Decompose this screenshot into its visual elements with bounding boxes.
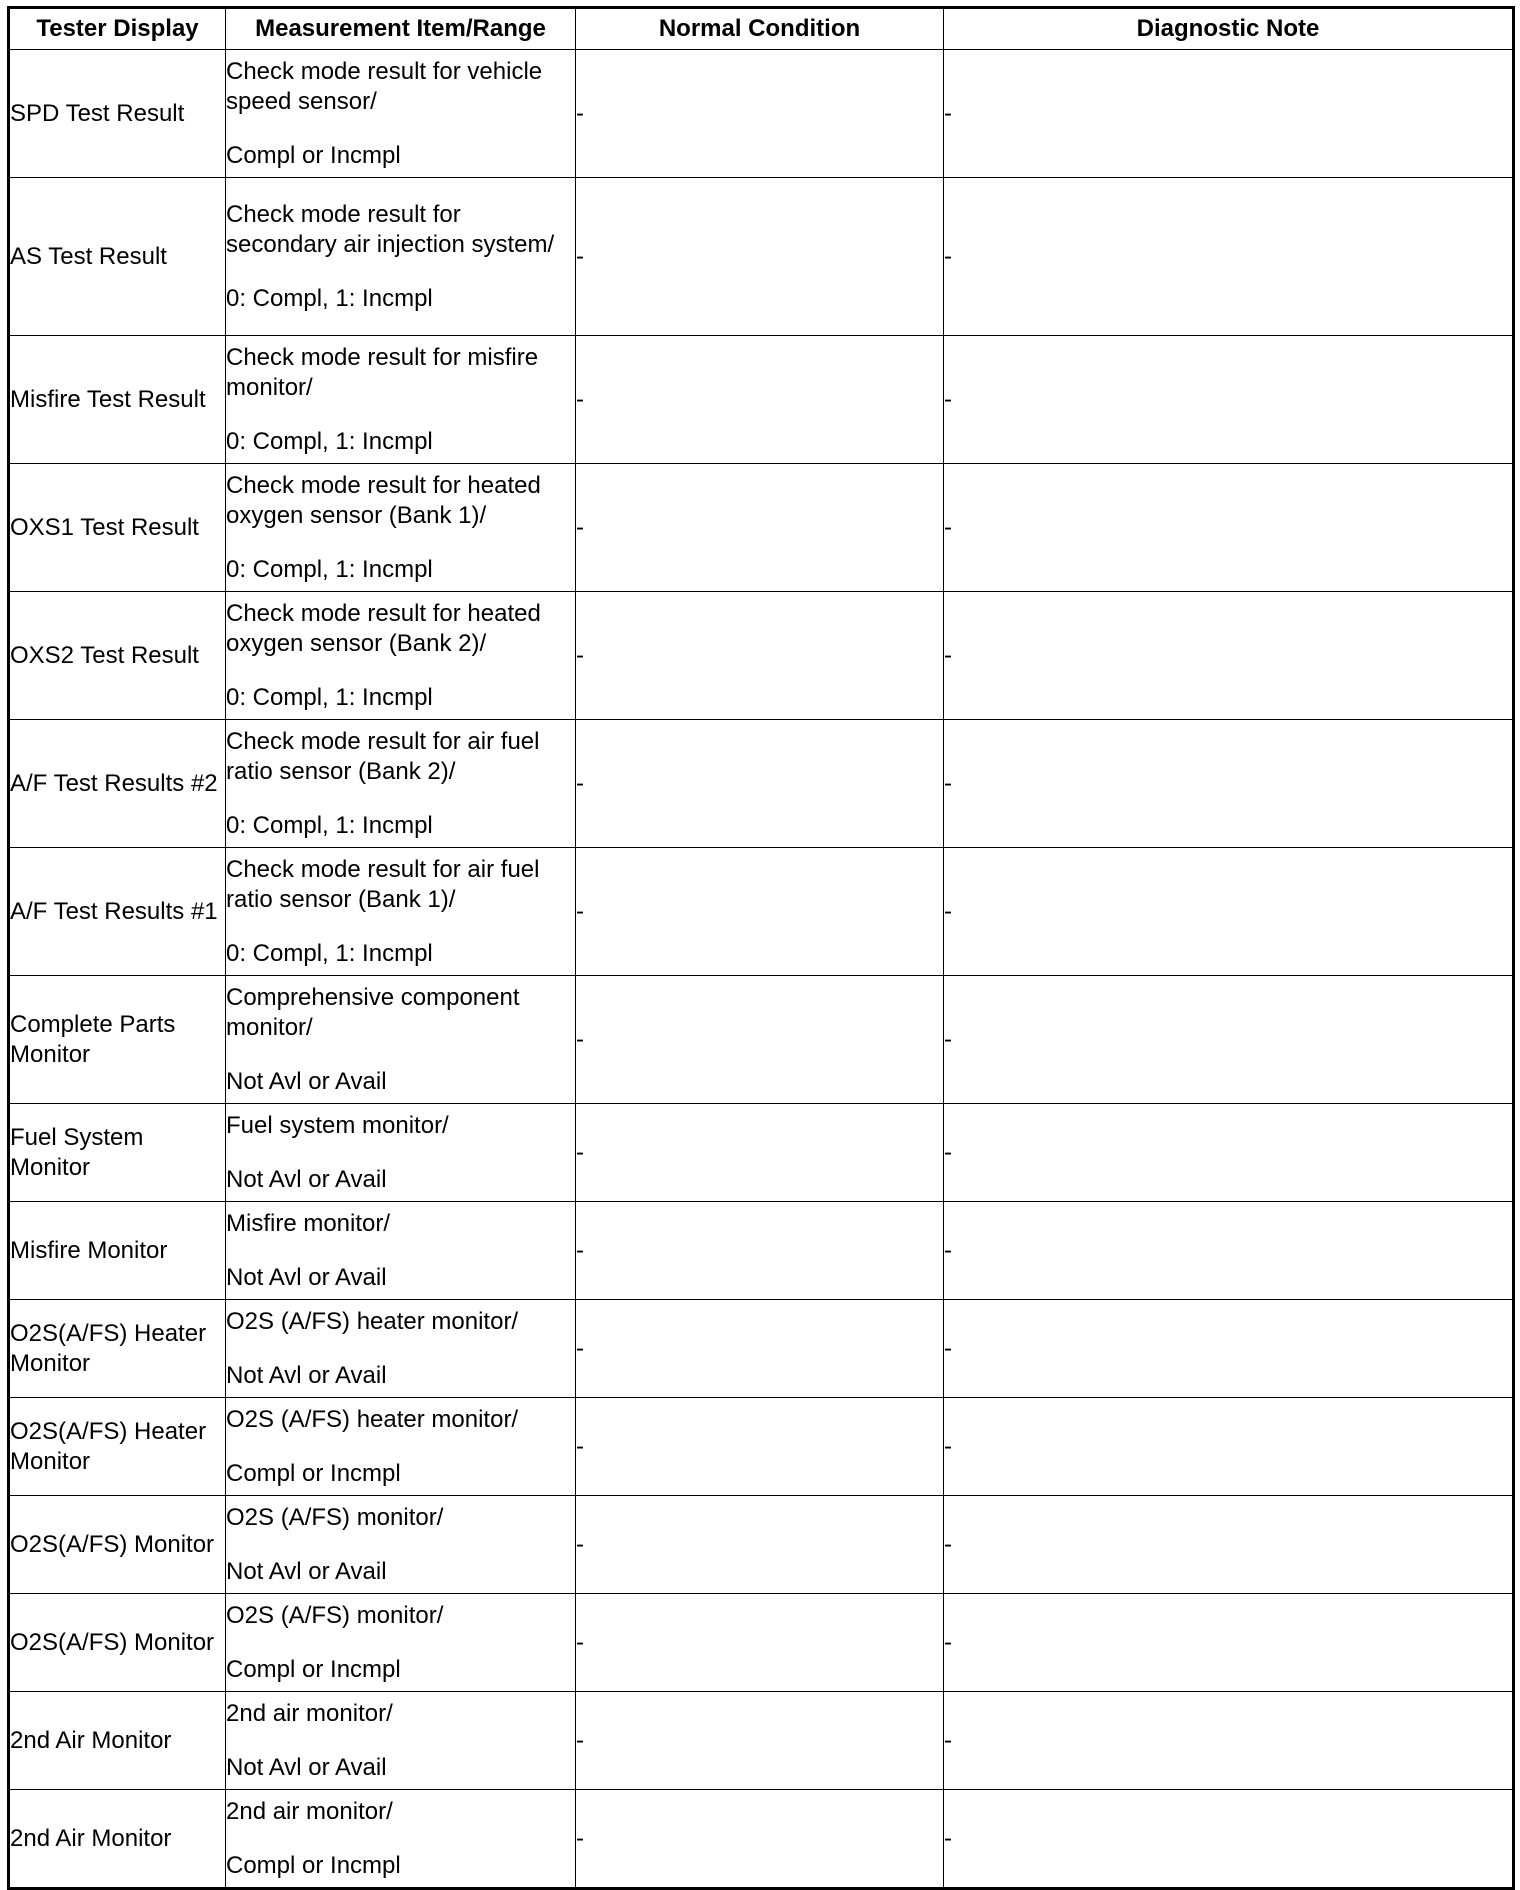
- item-range: Not Avl or Avail: [226, 1067, 387, 1095]
- tester-display-cell: Misfire Test Result: [9, 336, 226, 464]
- table-row: [9, 50, 1514, 178]
- tester-display-cell: OXS2 Test Result: [9, 592, 226, 720]
- item-range: 0: Compl, 1: Incmpl: [226, 284, 433, 312]
- header-measurement-item: Measurement Item/Range: [226, 8, 576, 50]
- diagnostic-note-cell: -: [944, 592, 1514, 720]
- item-range: Compl or Incmpl: [226, 1655, 401, 1683]
- diagnostic-note-cell: -: [944, 50, 1514, 178]
- diagnostic-note-cell: -: [944, 1594, 1514, 1692]
- item-description: Check mode result for vehicle speed sensor/: [226, 57, 543, 115]
- measurement-item-cell: [226, 336, 576, 464]
- header-tester-display: Tester Display: [9, 8, 226, 50]
- item-range: Not Avl or Avail: [226, 1753, 387, 1781]
- normal-condition-cell: -: [576, 1496, 944, 1594]
- item-description: O2S (A/FS) heater monitor/: [226, 1307, 519, 1335]
- table-row: [9, 1300, 1514, 1398]
- item-description: Comprehensive component monitor/: [226, 983, 520, 1041]
- item-description: O2S (A/FS) heater monitor/: [226, 1405, 519, 1433]
- item-description: 2nd air monitor/: [226, 1699, 393, 1727]
- measurement-item-cell: [226, 1202, 576, 1300]
- item-range: Compl or Incmpl: [226, 1459, 401, 1487]
- item-range: 0: Compl, 1: Incmpl: [226, 555, 433, 583]
- measurement-item-cell: [226, 464, 576, 592]
- item-range: 0: Compl, 1: Incmpl: [226, 811, 433, 839]
- item-description: Check mode result for misfire monitor/: [226, 343, 539, 401]
- diagnostic-note-cell: -: [944, 1692, 1514, 1790]
- item-range: Not Avl or Avail: [226, 1165, 387, 1193]
- table-row: [9, 592, 1514, 720]
- diagnostic-note-cell: -: [944, 336, 1514, 464]
- header-normal-condition: Normal Condition: [576, 8, 944, 50]
- normal-condition-cell: -: [576, 178, 944, 336]
- tester-display-cell: 2nd Air Monitor: [9, 1790, 226, 1889]
- table-row: [9, 1398, 1514, 1496]
- table-row: [9, 720, 1514, 848]
- measurement-item-cell: [226, 976, 576, 1104]
- diagnostic-note-cell: -: [944, 848, 1514, 976]
- measurement-item-cell: [226, 50, 576, 178]
- item-range: 0: Compl, 1: Incmpl: [226, 683, 433, 711]
- measurement-item-cell: [226, 848, 576, 976]
- item-range: Compl or Incmpl: [226, 141, 401, 169]
- normal-condition-cell: -: [576, 1202, 944, 1300]
- item-description: Check mode result for air fuel ratio sensor (Bank 2)/: [226, 727, 540, 785]
- table-row: [9, 464, 1514, 592]
- diagnostic-note-cell: -: [944, 1398, 1514, 1496]
- measurement-item-cell: [226, 1790, 576, 1889]
- tester-display-cell: A/F Test Results #2: [9, 720, 226, 848]
- measurement-item-cell: [226, 1398, 576, 1496]
- diagnostic-note-cell: -: [944, 1496, 1514, 1594]
- normal-condition-cell: -: [576, 1790, 944, 1889]
- measurement-item-cell: [226, 1496, 576, 1594]
- item-range: 0: Compl, 1: Incmpl: [226, 427, 433, 455]
- tester-display-cell: O2S(A/FS) Monitor: [9, 1496, 226, 1594]
- diagnostic-note-cell: -: [944, 1202, 1514, 1300]
- normal-condition-cell: -: [576, 336, 944, 464]
- item-description: O2S (A/FS) monitor/: [226, 1601, 444, 1629]
- measurement-item-cell: [226, 1594, 576, 1692]
- table-row: [9, 848, 1514, 976]
- item-range: Not Avl or Avail: [226, 1557, 387, 1585]
- measurement-item-cell: [226, 592, 576, 720]
- tester-display-cell: O2S(A/FS) Heater Monitor: [9, 1300, 226, 1398]
- normal-condition-cell: -: [576, 720, 944, 848]
- normal-condition-cell: -: [576, 1398, 944, 1496]
- normal-condition-cell: -: [576, 976, 944, 1104]
- item-description: Misfire monitor/: [226, 1209, 391, 1237]
- table-row: [9, 1104, 1514, 1202]
- diagnostic-note-cell: -: [944, 976, 1514, 1104]
- item-description: Check mode result for heated oxygen sensor (Bank 1)/: [226, 471, 541, 529]
- measurement-item-cell: [226, 1104, 576, 1202]
- table-row: [9, 1202, 1514, 1300]
- header-diagnostic-note: Diagnostic Note: [944, 8, 1514, 50]
- diagnostic-note-cell: -: [944, 464, 1514, 592]
- tester-display-cell: Complete Parts Monitor: [9, 976, 226, 1104]
- normal-condition-cell: -: [576, 1104, 944, 1202]
- normal-condition-cell: -: [576, 1300, 944, 1398]
- diagnostic-note-cell: -: [944, 1104, 1514, 1202]
- table-row: [9, 1594, 1514, 1692]
- data-list-table: [7, 6, 1515, 1890]
- diagnostic-note-cell: -: [944, 1790, 1514, 1889]
- diagnostic-note-cell: -: [944, 178, 1514, 336]
- diagnostic-note-cell: -: [944, 1300, 1514, 1398]
- tester-display-cell: Fuel System Monitor: [9, 1104, 226, 1202]
- normal-condition-cell: -: [576, 1594, 944, 1692]
- normal-condition-cell: -: [576, 50, 944, 178]
- table-row: [9, 336, 1514, 464]
- normal-condition-cell: -: [576, 848, 944, 976]
- header-row: [9, 8, 1514, 50]
- item-description: Fuel system monitor/: [226, 1111, 449, 1139]
- item-range: Not Avl or Avail: [226, 1361, 387, 1389]
- tester-display-cell: A/F Test Results #1: [9, 848, 226, 976]
- tester-display-cell: AS Test Result: [9, 178, 226, 336]
- item-description: O2S (A/FS) monitor/: [226, 1503, 444, 1531]
- table-row: [9, 1692, 1514, 1790]
- diagnostic-note-cell: -: [944, 720, 1514, 848]
- item-range: Compl or Incmpl: [226, 1851, 401, 1879]
- item-description: 2nd air monitor/: [226, 1797, 393, 1825]
- tester-display-cell: 2nd Air Monitor: [9, 1692, 226, 1790]
- tester-display-cell: O2S(A/FS) Monitor: [9, 1594, 226, 1692]
- measurement-item-cell: [226, 720, 576, 848]
- normal-condition-cell: -: [576, 464, 944, 592]
- measurement-item-cell: [226, 178, 576, 336]
- table-row: [9, 178, 1514, 336]
- item-description: Check mode result for air fuel ratio sensor (Bank 1)/: [226, 855, 540, 913]
- table-row: [9, 976, 1514, 1104]
- item-range: Not Avl or Avail: [226, 1263, 387, 1291]
- item-range: 0: Compl, 1: Incmpl: [226, 939, 433, 967]
- tester-display-cell: O2S(A/FS) Heater Monitor: [9, 1398, 226, 1496]
- item-description: Check mode result for heated oxygen sensor (Bank 2)/: [226, 599, 541, 657]
- tester-display-cell: OXS1 Test Result: [9, 464, 226, 592]
- tester-display-cell: Misfire Monitor: [9, 1202, 226, 1300]
- item-description: Check mode result for secondary air injection system/: [226, 200, 555, 258]
- table-row: [9, 1496, 1514, 1594]
- measurement-item-cell: [226, 1692, 576, 1790]
- measurement-item-cell: [226, 1300, 576, 1398]
- normal-condition-cell: -: [576, 1692, 944, 1790]
- tester-display-cell: SPD Test Result: [9, 50, 226, 178]
- normal-condition-cell: -: [576, 592, 944, 720]
- table-row: [9, 1790, 1514, 1889]
